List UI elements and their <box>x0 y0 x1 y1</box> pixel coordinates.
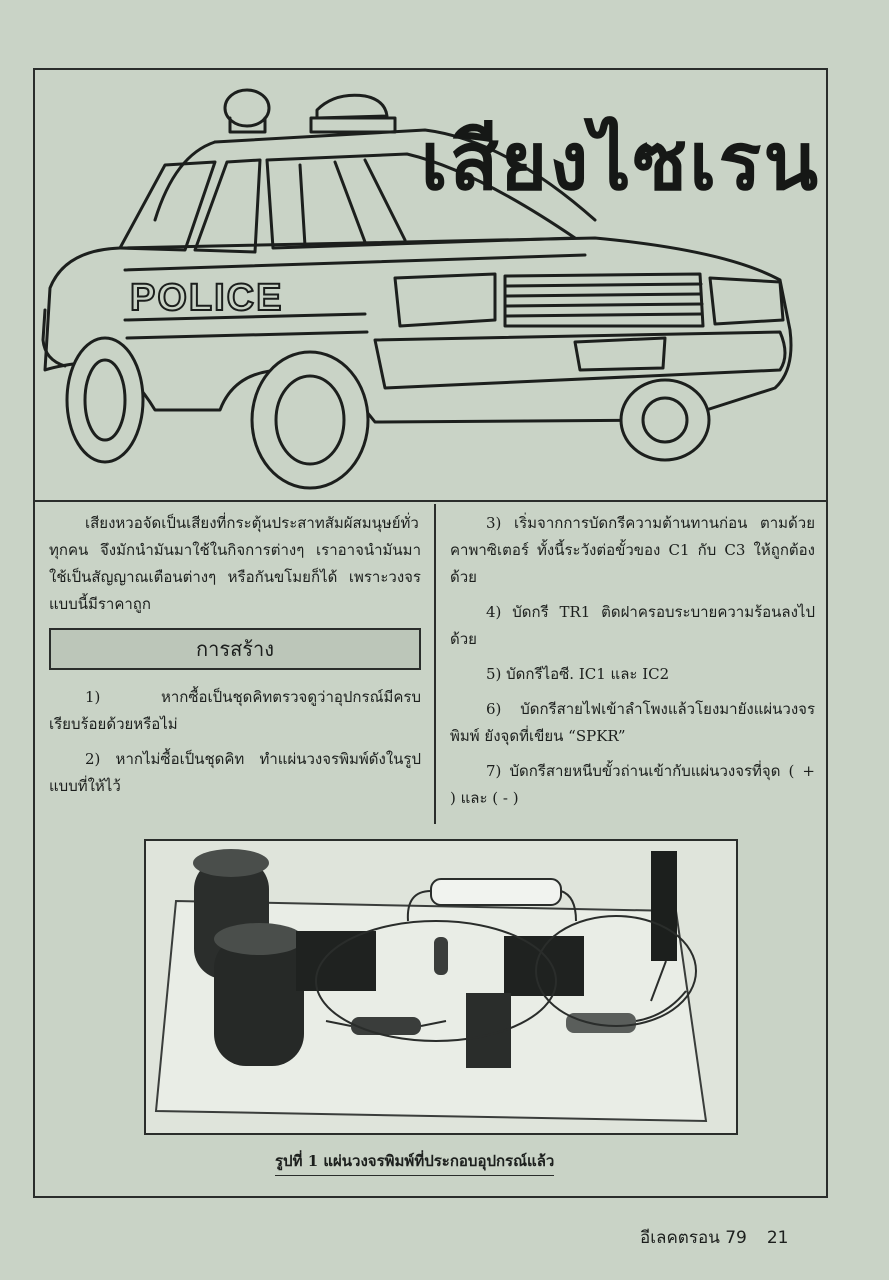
magazine-name: อีเลคตรอน 79 <box>640 1228 747 1248</box>
section-heading: การสร้าง <box>49 628 421 670</box>
circuit-board-photo <box>144 839 738 1135</box>
step-item: 7) บัดกรีสายหนีบขั้วถ่านเข้ากับแผ่นวงจรที่จุด ( + ) และ ( - ) <box>450 762 815 807</box>
left-column <box>49 510 421 808</box>
step-item: 2) หากไม่ซื้อเป็นชุดคิท ทำแผ่นวงจรพิมพ์ดังในรูปแบบที่ให้ไว้ <box>49 750 421 795</box>
column-divider <box>434 504 436 824</box>
step-item: 1) หากซื้อเป็นชุดคิทตรวจดูว่าอุปกรณ์มีครบเรียบร้อยด้วยหรือไม่ <box>49 688 421 733</box>
right-column <box>450 510 815 820</box>
page-frame <box>33 68 828 1198</box>
step-item: 4) บัดกรี TR1 ติดฝาครอบระบายความร้อนลงไปด้วย <box>450 603 815 648</box>
page-number: 21 <box>766 1228 789 1248</box>
pcb-photo-image <box>146 841 736 1133</box>
step-item: 6) บัดกรีสายไฟเข้าลำโพงแล้วโยงมายังแผ่นวงจรพิมพ์ ยังจุดที่เขียน “SPKR” <box>450 700 815 745</box>
article-title: เสียงไซเรน <box>420 114 820 208</box>
figure-caption: รูปที่ 1 แผ่นวงจรพิมพ์ที่ประกอบอุปกรณ์แล้ว <box>275 1149 554 1176</box>
step-item: 5) บัดกรีไอซี. IC1 และ IC2 <box>486 665 670 683</box>
intro-paragraph: เสียงหวอจัดเป็นเสียงที่กระตุ้นประสาทสัมผัสมนุษย์ทั่วทุกคน จึงมักนำมันมาใช้ในกิจการต่างๆ เราอาจนำมันมาใช้เป็นสัญญาณเตือนต่างๆ หรือกันขโมยก็ได้ เพราะวงจรแบบนี้มีราคาถูก <box>49 514 421 613</box>
page-footer <box>640 1224 789 1251</box>
step-item: 3) เริ่มจากการบัดกรีความต้านทานก่อน ตามด้วยคาพาซิเตอร์ ทั้งนี้ระวังต่อขั้วของ C1 กับ C3 ให้ถูกต้องด้วย <box>450 514 815 586</box>
hero-illustration <box>35 70 826 502</box>
police-badge-text: POLICE <box>130 277 284 319</box>
